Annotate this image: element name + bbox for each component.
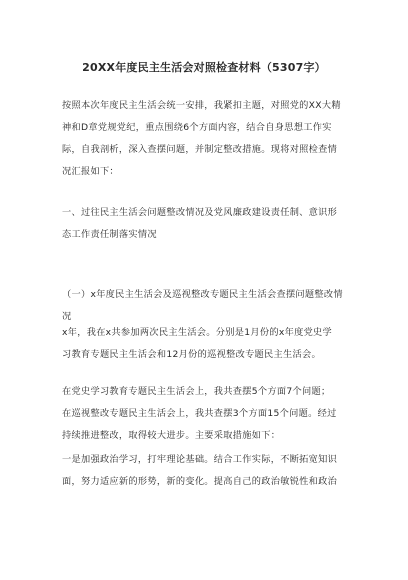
heading-line: （一）x年度民主生活会及巡视整改专题民主生活会查摆问题整改情 [62,289,343,300]
paragraph-line: 神和D章党规党纪，重点围绕6个方面内容，结合自身思想工作实 [62,122,332,133]
body-paragraph [62,381,352,447]
paragraph-line: 习教育专题民主生活会和12月份的巡视整改专题民主生活会。 [62,349,321,360]
heading-line: 态工作责任制落实情况 [62,229,157,240]
heading-line: 况 [62,311,72,322]
paragraph-line: 在党史学习教育专题民主生活会上，我共查摆5个方面7个问题； [62,386,331,397]
heading-line: 一、过往民主生活会问题整改情况及党风廉政建设责任制、意识形 [62,207,338,218]
paragraph-line: x年，我在x共参加两次民主生活会。分别是1月份的x年度党史学 [62,327,333,338]
paragraph-line: 际，自我剖析，深入查摆问题，并制定整改措施。现将对照检查情 [62,144,338,155]
paragraph-line: 况汇报如下： [62,166,119,177]
paragraph-line: 在巡视整改专题民主生活会上，我共查摆3个方面15个问题。经过 [62,408,337,419]
paragraph-line: 按照本次年度民主生活会统一安排，我紧扣主题，对照党的XX大精 [62,100,341,111]
intro-paragraph [62,95,352,183]
body-paragraph [62,449,352,493]
paragraph-line: 持续推进整改，取得较大进步。主要采取措施如下： [62,430,281,441]
document-title: 20XX年度民主生活会对照检查材料（5307字） [82,61,326,74]
paragraph-line: 一是加强政治学习，打牢理论基础。结合工作实际，不断拓宽知识 [62,454,338,465]
section-heading-1 [62,202,352,246]
paragraph-line: 面，努力适应新的形势，新的变化。提高自己的政治敏锐性和政治 [62,476,338,487]
body-paragraph [62,322,352,366]
